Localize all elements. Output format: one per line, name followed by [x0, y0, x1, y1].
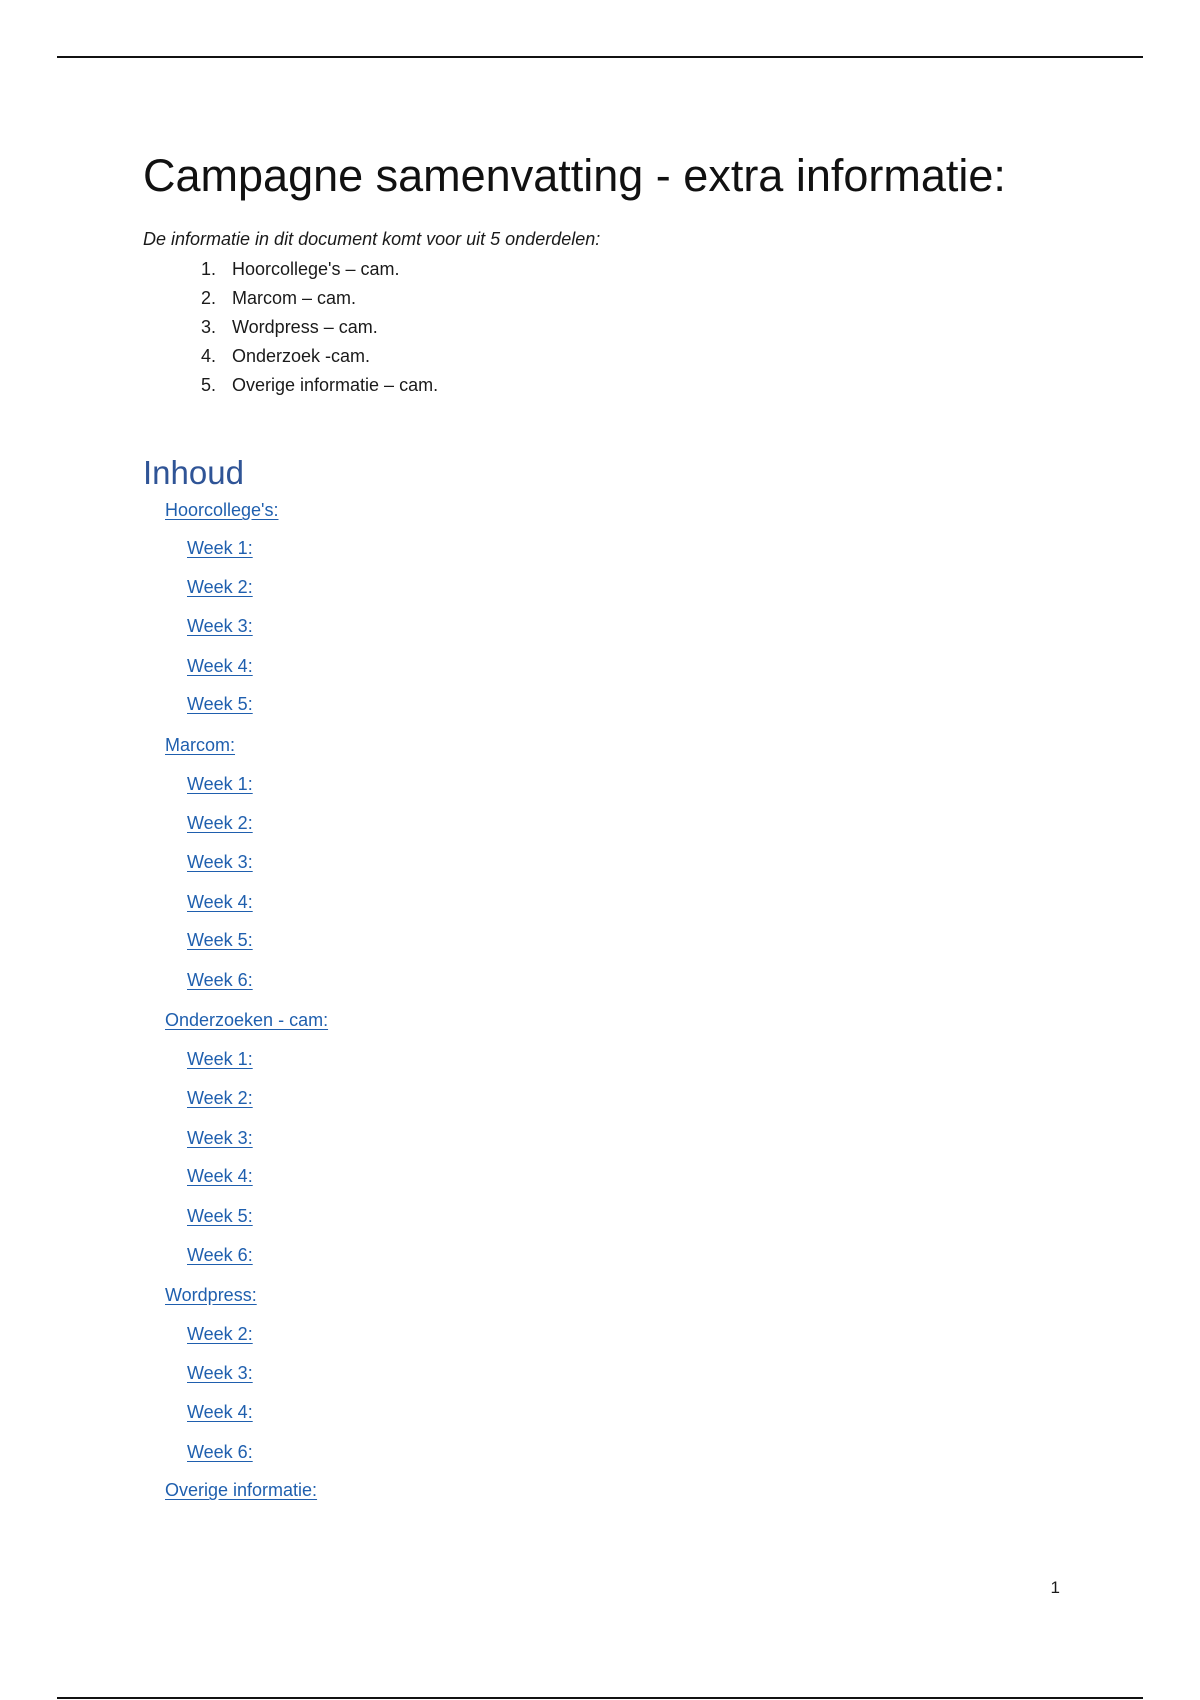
toc-link-marcom-week-5[interactable]: Week 5: [187, 930, 253, 950]
toc-link-marcom-week-2[interactable]: Week 2: [187, 813, 253, 833]
toc-link-onderzoeken-week-6[interactable]: Week 6: [187, 1245, 253, 1265]
list-number: 4. [200, 346, 216, 366]
list-item-text: Overige informatie – cam. [232, 375, 439, 395]
toc-link-wordpress[interactable]: Wordpress: [165, 1285, 257, 1305]
toc-link-onderzoeken-week-2[interactable]: Week 2: [187, 1088, 253, 1108]
list-item-text: Hoorcollege's – cam. [232, 259, 400, 279]
parts-list-item [143, 284, 438, 313]
toc-link-wordpress-week-4[interactable]: Week 4: [187, 1402, 253, 1422]
toc-link-marcom-week-4[interactable]: Week 4: [187, 892, 253, 912]
parts-list-item [143, 342, 438, 371]
toc-link-onderzoeken-week-3[interactable]: Week 3: [187, 1128, 253, 1148]
list-number: 3. [200, 317, 216, 337]
list-number: 5. [200, 375, 216, 395]
toc-link-hoorcolleges-week-4[interactable]: Week 4: [187, 656, 253, 676]
document-title: Campagne samenvatting - extra informatie: [143, 150, 1006, 201]
parts-list-item [143, 255, 438, 284]
toc-link-marcom-week-3[interactable]: Week 3: [187, 852, 253, 872]
list-item-text: Marcom – cam. [232, 288, 357, 308]
toc-link-hoorcolleges-week-3[interactable]: Week 3: [187, 616, 253, 636]
parts-list-item [143, 371, 438, 400]
toc-heading: Inhoud [143, 454, 244, 491]
list-item-text: Onderzoek -cam. [232, 346, 371, 366]
toc-link-wordpress-week-3[interactable]: Week 3: [187, 1363, 253, 1383]
toc-link-hoorcolleges-week-1[interactable]: Week 1: [187, 538, 253, 558]
page-number: 1 [1050, 1578, 1060, 1597]
toc-link-marcom-week-6[interactable]: Week 6: [187, 970, 253, 990]
parts-list [143, 255, 438, 400]
toc-link-onderzoeken-week-1[interactable]: Week 1: [187, 1049, 253, 1069]
intro-text: De informatie in dit document komt voor uit 5 onderdelen: [143, 229, 601, 249]
page-top-border [57, 56, 1143, 58]
toc-link-hoorcolleges-week-2[interactable]: Week 2: [187, 577, 253, 597]
list-number: 2. [200, 288, 216, 308]
toc-link-marcom-week-1[interactable]: Week 1: [187, 774, 253, 794]
toc-link-overige-informatie[interactable]: Overige informatie: [165, 1480, 318, 1500]
toc-link-marcom[interactable]: Marcom: [165, 735, 236, 755]
toc-link-onderzoeken-week-4[interactable]: Week 4: [187, 1166, 253, 1186]
toc-link-hoorcolleges-week-5[interactable]: Week 5: [187, 694, 253, 714]
toc-link-wordpress-week-2[interactable]: Week 2: [187, 1324, 253, 1344]
list-number: 1. [200, 259, 216, 279]
page-bottom-border [57, 1697, 1143, 1699]
toc-link-wordpress-week-6[interactable]: Week 6: [187, 1442, 253, 1462]
toc-link-onderzoeken[interactable]: Onderzoeken - cam: [165, 1010, 329, 1030]
list-item-text: Wordpress – cam. [232, 317, 378, 337]
parts-list-item [143, 313, 438, 342]
toc-link-hoorcolleges[interactable]: Hoorcollege's: [165, 500, 279, 520]
toc-link-onderzoeken-week-5[interactable]: Week 5: [187, 1206, 253, 1226]
